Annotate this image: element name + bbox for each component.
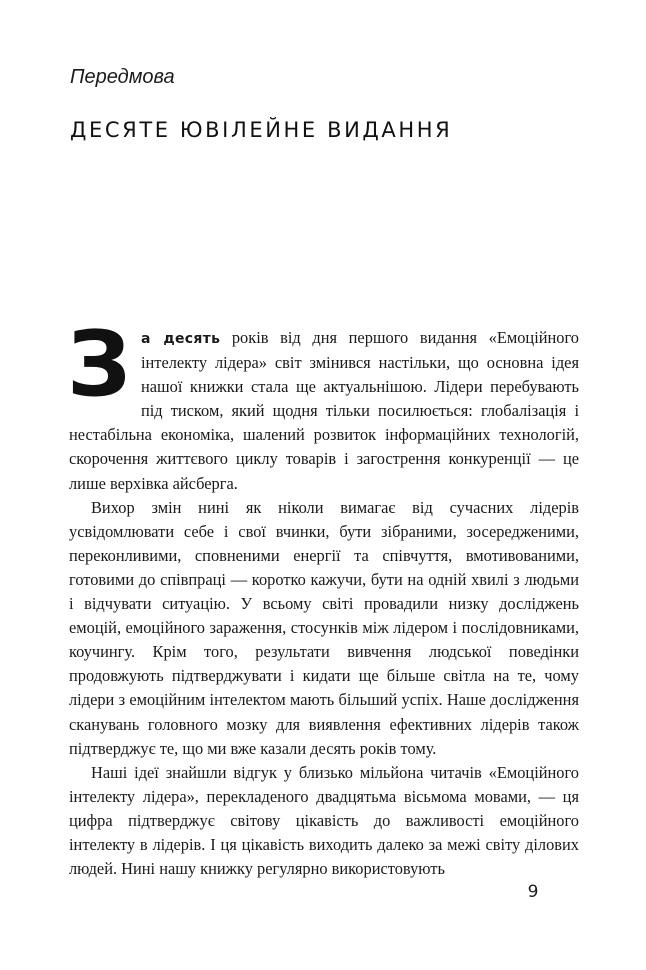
drop-cap: З bbox=[67, 312, 131, 417]
lead-in-bold: а десять bbox=[140, 331, 221, 347]
section-label: Передмова bbox=[70, 66, 175, 88]
body-text bbox=[67, 312, 579, 881]
paragraph-3: Наші ідеї знайшли відгук у близько мільйона читачів «Емоційного інтелекту лідера», перекладеного двадцятьма вісьмома мовами, — ця цифра підтверджує світову цікавість до важливості емоційного інтелекту в лідерів. І ця цікавість виходить далеко за межі світу ділових людей. Нині нашу книжку регулярно використовують bbox=[69, 762, 579, 879]
paragraph-1 bbox=[67, 312, 579, 496]
chapter-title: ДЕСЯТЕ ЮВІЛЕЙНЕ ВИДАННЯ bbox=[70, 118, 453, 142]
paragraph-1-text: років від дня першого видання «Емоційного інтелекту лідера» світ змінився настільки, що основна ідея нашої книжки стала ще актуальнішою. Лідери перебувають під тиском, який щодня тільки посилюється: глобалізація і нестабільна економіка, шалений розвиток інформаційних технологій, скорочення життєвого циклу товарів і загострення конкуренції — це лише верхівка айсберга. bbox=[69, 328, 579, 493]
page-number: 9 bbox=[527, 882, 539, 902]
paragraph-2: Вихор змін нині як ніколи вимагає від сучасних лідерів усвідомлювати себе і свої вчинки, бути зібраними, зосередженими, переконливими, сповненими енергії та співчуття, вмотивованими, готовими до співпраці — коротко кажучи, бути на одній хвилі з людьми і відчувати ситуацію. У всьому світі провадили низку досліджень емоцій, емоційного зараження, стосунків між лідером і послідовниками, коучингу. Крім того, результати вивчення людської поведінки продовжують підтверджувати і кидати ще більше світла на те, чому лідери з емоційним інтелектом мають більший успіх. Наше дослідження сканувань головного мозку для виявлення ефективних лідерів також підтверджує те, що ми вже казали десять років тому. bbox=[69, 497, 579, 758]
